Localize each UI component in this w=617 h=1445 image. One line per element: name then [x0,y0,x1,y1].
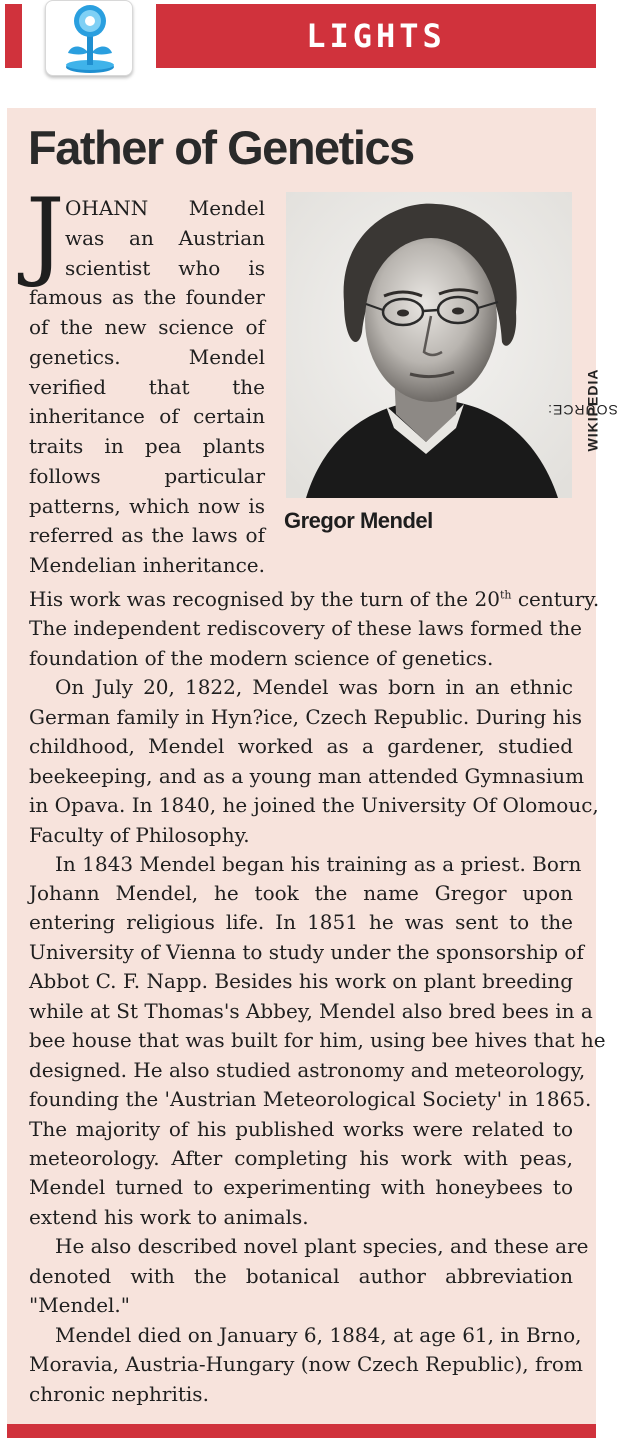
text-line: German family in Hyn?ice, Czech Republic. During his [29,705,583,729]
text-line: chronic nephritis. [29,1382,209,1406]
text-line: referred as the laws of [29,523,265,547]
section-title: LIGHTS [306,17,446,55]
text-line: while at St Thomas's Abbey, Mendel also bred bees in a [29,999,593,1023]
text-line: famous as the founder [29,285,265,309]
source-name: WIKIPEDIA [584,368,601,452]
text-line: Moravia, Austria-Hungary (now Czech Republic), from [29,1352,583,1376]
text-line: OHANN Mendel [65,196,265,220]
text-line: Mendel died on January 6, 1884, at age 61, in Brno, [55,1323,582,1347]
text-line: inheritance of certain [29,404,265,428]
text-line: "Mendel." [29,1293,130,1317]
text-line: designed. He also studied astronomy and meteorology, [29,1058,586,1082]
text-line: Mendel turned to experimenting with honeybees to [29,1175,573,1199]
text-line: childhood, Mendel worked as a gardener, studied [29,734,573,758]
text-line: Abbot C. F. Napp. Besides his work on plant breeding [29,969,573,993]
text-line: beekeeping, and as a young man attended Gymnasium [29,764,585,788]
text-line: verified that the [29,375,265,399]
text-line: meteorology. After completing his work with peas, [29,1146,573,1170]
portrait-photo [286,192,572,498]
text-line: University of Vienna to study under the sponsorship of [29,940,584,964]
photo-caption: Gregor Mendel [284,508,433,533]
text-line: The majority of his published works were related to [29,1117,573,1141]
text-line: entering religious life. In 1851 he was sent to the [29,910,573,934]
text-line: founding the 'Austrian Meteorological Society' in 1865. [29,1087,592,1111]
text-line: Faculty of Philosophy. [29,823,250,847]
text-line: He also described novel plant species, and these are [55,1234,589,1258]
footer-accent-bar [7,1424,596,1438]
text-line: extend his work to animals. [29,1205,309,1229]
header-accent-bar-left [5,4,22,68]
text-line: denoted with the botanical author abbreviation [29,1264,573,1288]
text-line: The independent rediscovery of these laws formed the [29,616,583,640]
text-line: patterns, which now is [29,494,265,518]
text-line: His work was recognised by the turn of the 20th century. [29,587,600,611]
text-line: genetics. Mendel [29,345,265,369]
text-line: traits in pea plants [29,434,265,458]
image-source-credit [546,318,617,502]
header-banner [156,4,596,68]
text-line: scientist who is [65,256,265,280]
text-line: bee house that was built for him, using bee hives that he [29,1028,606,1052]
text-line: was an Austrian [65,226,265,250]
text-line: follows particular [29,464,265,488]
drop-cap: J [26,178,65,290]
source-label: SOURCE: [546,402,617,418]
text-line: In 1843 Mendel began his training as a priest. Born [55,852,582,876]
text-line: Mendelian inheritance. [29,553,265,577]
text-line: foundation of the modern science of genetics. [29,646,494,670]
text-line: Johann Mendel, he took the name Gregor upon [29,881,573,905]
lightbulb-plant-icon [45,0,133,76]
text-line: On July 20, 1822, Mendel was born in an ethnic [55,675,573,699]
article-headline: Father of Genetics [28,121,414,174]
text-line: of the new science of [29,315,265,339]
text-line: in Opava. In 1840, he joined the University Of Olomouc, [29,793,599,817]
